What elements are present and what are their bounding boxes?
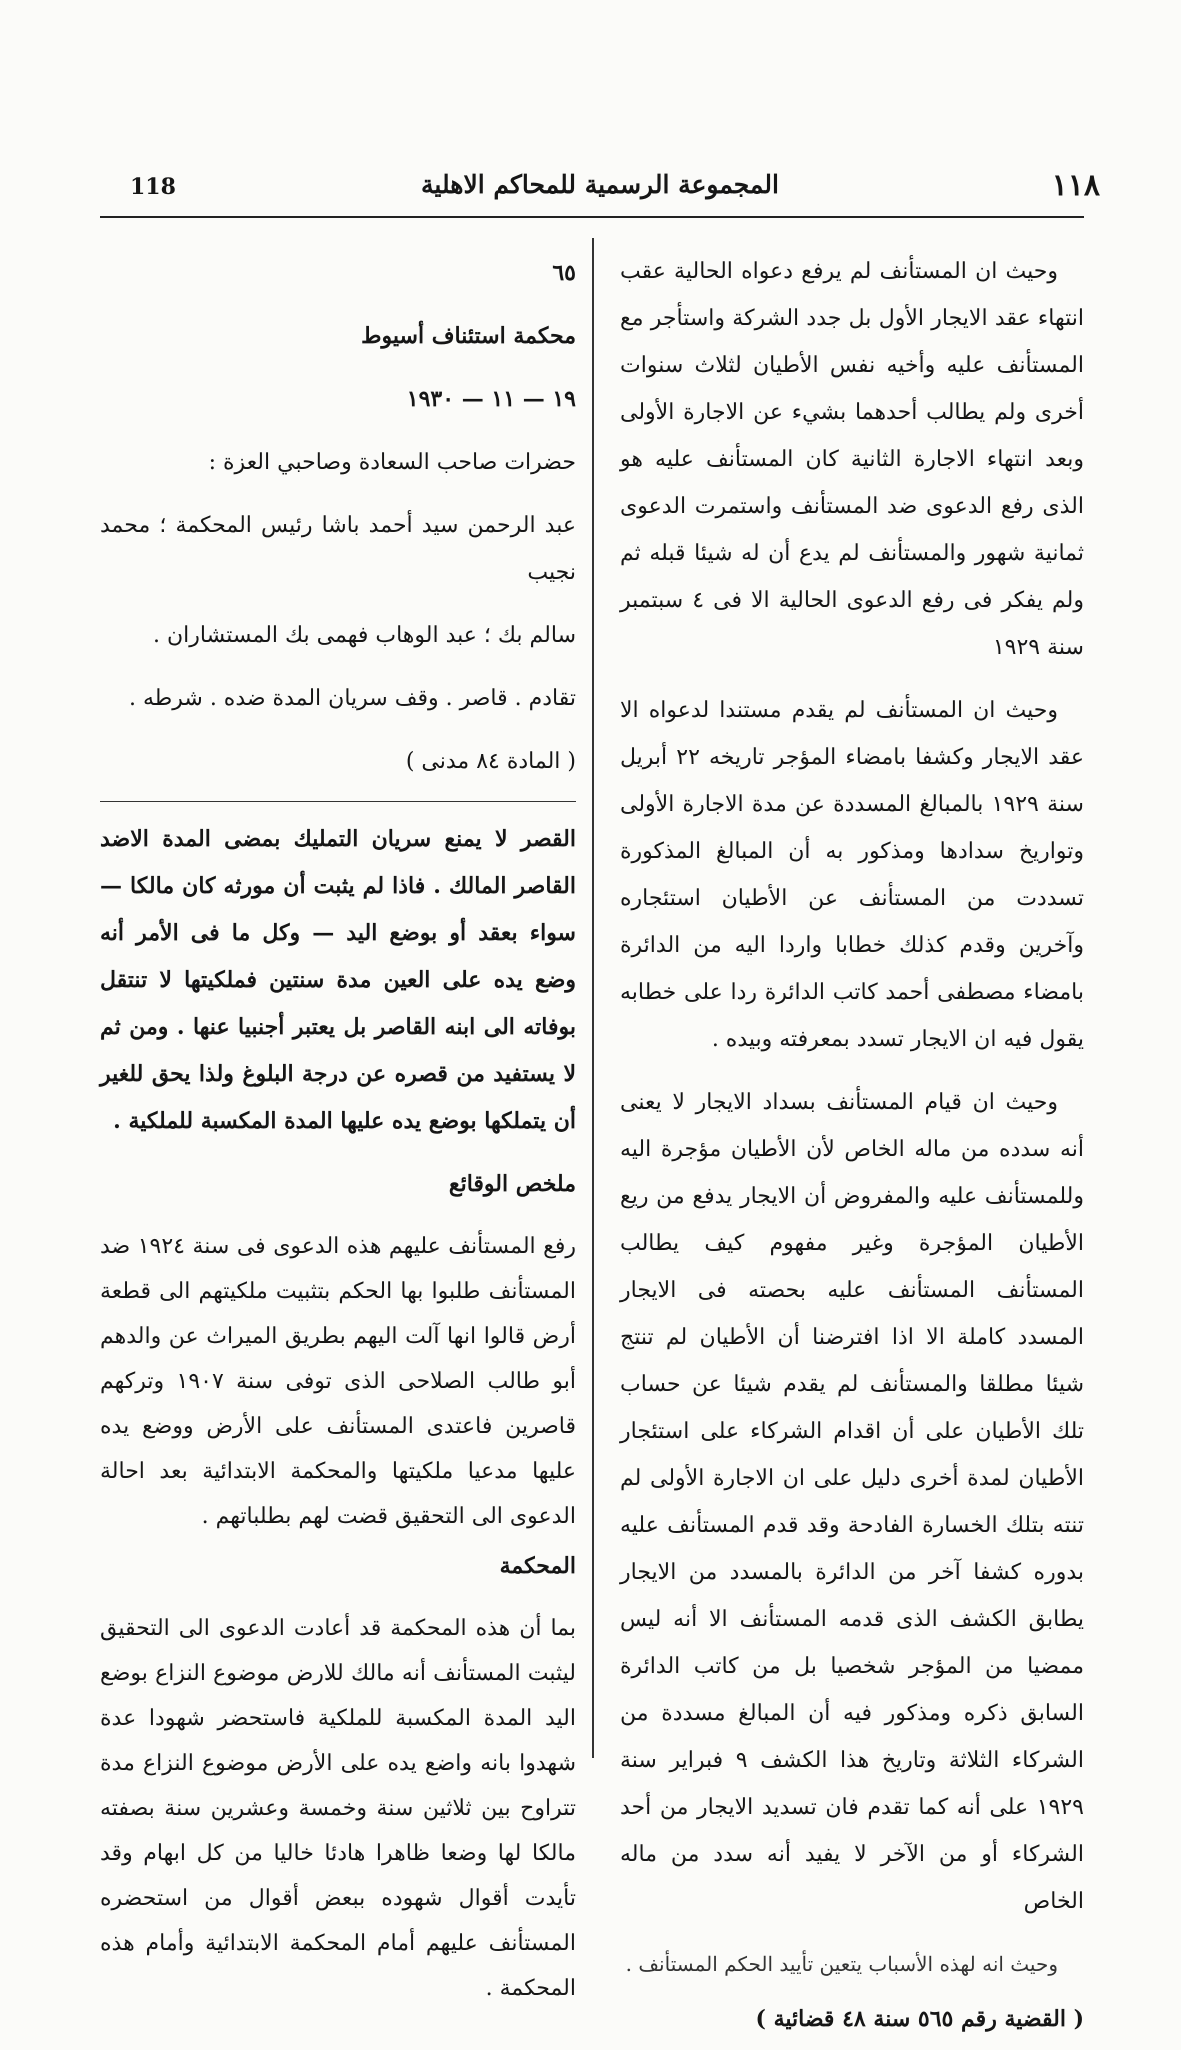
- bench-line: عبد الرحمن سيد أحمد باشا رئيس المحكمة ؛ محمد نجيب: [100, 513, 576, 585]
- case-number: ٦٥: [552, 260, 576, 286]
- court-heading: المحكمة: [499, 1553, 576, 1579]
- court-paragraph: بما أن هذه المحكمة قد أعادت الدعوى الى التحقيق ليثبت المستأنف أنه مالك للارض موضوع النزاع بوضع اليد المدة المكسبة للملكية فاستحضر شهودا عدة شهدوا بانه واضع يده على الأرض موضوع النزاع مدة تتراوح بين ثلاثين سنة وخمسة وعشرين سنة بصفته مالكا لها وضعا ظاهرا هادئا خاليا من كل ابهام وقد تأيدت أقوال شهوده ببعض أقوال من استحضره المستأنف عليهم أمام المحكمة الابتدائية وأمام هذه المحكمة .: [100, 1616, 576, 2001]
- column-divider: [592, 238, 594, 1758]
- facts-heading: ملخص الوقائع: [448, 1171, 576, 1197]
- left-column: [100, 250, 576, 2015]
- paragraph: وحيث ان قيام المستأنف بسداد الايجار لا يعنى أنه سدده من ماله الخاص لأن الأطيان مؤجرة اليه وللمستأنف عليه والمفروض أن الايجار يدفع من ريع الأطيان المؤجرة وغير مفهوم كيف يطالب المستأنف المستأنف عليه بحصته فى الايجار المسدد كاملة الا اذا افترضنا أن الأطيان لم تنتج شيئا مطلقا والمستأنف لم يقدم شيئا عن حساب تلك الأطيان على أن اقدام الشركاء على استئجار الأطيان لمدة أخرى دليل على ان الاجارة الأولى لم تنته بتلك الخسارة الفادحة وقد قدم المستأنف عليه بدوره كشفا آخر من الدائرة بالمسدد من الايجار يطابق الكشف الذى قدمه المستأنف الا أنه ليس ممضيا من المؤجر شخصيا بل من كاتب الدائرة السابق ذكره ومذكور فيه أن المبالغ مسددة من الشركاء الثلاثة وتاريخ هذا الكشف ٩ فبراير سنة ١٩٢٩ على أنه كما تقدم فان تسديد الايجار من أحد الشركاء أو من الآخر لا يفيد أنه سدد من ماله الخاص: [620, 1090, 1084, 1914]
- page-header: [100, 168, 1100, 208]
- paragraph: وحيث ان المستأنف لم يرفع دعواه الحالية عقب انتهاء عقد الايجار الأول بل جدد الشركة واستأجر مع المستأنف عليه وأخيه نفس الأطيان لثلاث سنوات أخرى ولم يطالب أحدهما بشيء عن الاجارة الأولى وبعد انتهاء الاجارة الثانية كان المستأنف عليه هو الذى رفع الدعوى ضد المستأنف واستمرت الدعوى ثمانية شهور والمستأنف لم يدع أن له شيئا قبله ثم ولم يفكر فى رفع الدعوى الحالية الا فى ٤ سبتمبر سنة ١٩٢٩: [620, 259, 1084, 660]
- legal-principle: القصر لا يمنع سريان التمليك بمضى المدة الاضد القاصر المالك . فاذا لم يثبت أن مورثه كان مالكا — سواء بعقد أو بوضع اليد — وكل ما فى الأمر أنه وضع يده على العين مدة سنتين فملكيتها لا تنتقل بوفاته الى ابنه القاصر بل يعتبر أجنبيا عنها . ومن ثم لا يستفيد من قصره عن درجة البلوغ ولذا يحق للغير أن يتملكها بوضع يده عليها المدة المكسبة للملكية .: [100, 826, 576, 1134]
- running-title: المجموعة الرسمية للمحاكم الاهلية: [421, 170, 779, 199]
- bench-intro: حضرات صاحب السعادة وصاحبي العزة :: [208, 450, 576, 475]
- page-number-arabic: ١١٨: [1051, 168, 1100, 203]
- facts-paragraph: رفع المستأنف عليهم هذه الدعوى فى سنة ١٩٢٤ ضد المستأنف طلبوا بها الحكم بتثبيت ملكيتهم الى قطعة أرض قالوا انها آلت اليهم بطريق الميراث عن والدهم أبو طالب الصلاحى الذى توفى سنة ١٩٠٧ وتركهم قاصرين فاعتدى المستأنف على الأرض ووضع يده عليها مدعيا ملكيتها والمحكمة الابتدائية بعد احالة الدعوى الى التحقيق قضت لهم بطلباتهم .: [100, 1234, 576, 1529]
- header-rule: [100, 216, 1084, 218]
- court-name: محكمة استئناف أسيوط: [361, 323, 576, 349]
- page-number-latin: 118: [130, 174, 176, 200]
- section-rule: [100, 801, 576, 802]
- keywords: تقادم . قاصر . وقف سريان المدة ضده . شرطه .: [128, 686, 576, 711]
- bench-line: سالم بك ؛ عبد الوهاب فهمى بك المستشاران .: [153, 623, 576, 648]
- conclusion-paragraph: وحيث انه لهذه الأسباب يتعين تأييد الحكم المستأنف .: [625, 1952, 1058, 1976]
- case-reference: ( القضية رقم ٥٦٥ سنة ٤٨ قضائية ): [755, 2006, 1084, 2032]
- judgment-date: ١٩ — ١١ — ١٩٣٠: [406, 386, 576, 412]
- right-column: [620, 248, 1084, 2050]
- article-reference: ( المادة ٨٤ مدنى ): [405, 749, 576, 774]
- paragraph: وحيث ان المستأنف لم يقدم مستندا لدعواه الا عقد الايجار وكشفا بامضاء المؤجر تاريخه ٢٢ أبريل سنة ١٩٢٩ بالمبالغ المسددة عن مدة الاجارة الأولى وتواريخ سدادها ومذكور به أن المبالغ المذكورة تسددت من المستأنف عن الأطيان استئجاره وآخرين وقدم كذلك خطابا واردا اليه من الدائرة بامضاء مصطفى أحمد كاتب الدائرة ردا على خطابه يقول فيه ان الايجار تسدد بمعرفته وبيده .: [620, 698, 1084, 1052]
